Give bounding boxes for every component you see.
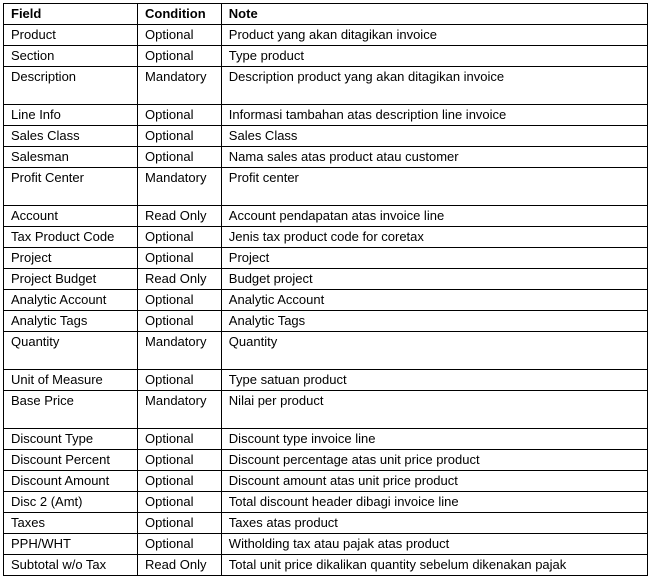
note-cell: Jenis tax product code for coretax	[221, 227, 647, 248]
note-cell: Nama sales atas product atau customer	[221, 147, 647, 168]
header-field: Field	[4, 4, 138, 25]
field-cell: PPH/WHT	[4, 534, 138, 555]
note-cell: Project	[221, 248, 647, 269]
table-row	[4, 290, 648, 311]
table-row	[4, 168, 648, 206]
note-cell: Analytic Tags	[221, 311, 647, 332]
field-cell: Sales Class	[4, 126, 138, 147]
field-cell: Section	[4, 46, 138, 67]
condition-cell: Optional	[138, 290, 222, 311]
table-row	[4, 534, 648, 555]
note-cell: Discount type invoice line	[221, 429, 647, 450]
field-spec-table	[3, 3, 648, 576]
field-cell: Disc 2 (Amt)	[4, 492, 138, 513]
table-row	[4, 513, 648, 534]
note-cell: Informasi tambahan atas description line invoice	[221, 105, 647, 126]
note-cell: Total unit price dikalikan quantity sebelum dikenakan pajak	[221, 555, 647, 576]
condition-cell: Optional	[138, 147, 222, 168]
table-row	[4, 147, 648, 168]
field-cell: Line Info	[4, 105, 138, 126]
condition-cell: Mandatory	[138, 332, 222, 370]
field-cell: Base Price	[4, 391, 138, 429]
table-row	[4, 450, 648, 471]
condition-cell: Optional	[138, 429, 222, 450]
field-cell: Quantity	[4, 332, 138, 370]
note-cell: Profit center	[221, 168, 647, 206]
condition-cell: Optional	[138, 311, 222, 332]
condition-cell: Optional	[138, 46, 222, 67]
table-row	[4, 492, 648, 513]
field-cell: Project Budget	[4, 269, 138, 290]
table-row	[4, 126, 648, 147]
header-condition: Condition	[138, 4, 222, 25]
table-row	[4, 105, 648, 126]
condition-cell: Optional	[138, 105, 222, 126]
field-cell: Analytic Account	[4, 290, 138, 311]
table-row	[4, 471, 648, 492]
condition-cell: Optional	[138, 534, 222, 555]
note-cell: Analytic Account	[221, 290, 647, 311]
field-cell: Discount Amount	[4, 471, 138, 492]
note-cell: Budget project	[221, 269, 647, 290]
condition-cell: Read Only	[138, 269, 222, 290]
condition-cell: Optional	[138, 513, 222, 534]
condition-cell: Optional	[138, 370, 222, 391]
table-row	[4, 248, 648, 269]
table-row	[4, 555, 648, 576]
field-cell: Discount Percent	[4, 450, 138, 471]
header-note: Note	[221, 4, 647, 25]
note-cell: Taxes atas product	[221, 513, 647, 534]
table-row	[4, 25, 648, 46]
condition-cell: Optional	[138, 126, 222, 147]
table-row	[4, 429, 648, 450]
condition-cell: Optional	[138, 25, 222, 46]
note-cell: Description product yang akan ditagikan invoice	[221, 67, 647, 105]
note-cell: Type satuan product	[221, 370, 647, 391]
field-cell: Profit Center	[4, 168, 138, 206]
note-cell: Total discount header dibagi invoice line	[221, 492, 647, 513]
table-row	[4, 269, 648, 290]
field-cell: Subtotal w/o Tax	[4, 555, 138, 576]
condition-cell: Optional	[138, 248, 222, 269]
note-cell: Product yang akan ditagikan invoice	[221, 25, 647, 46]
condition-cell: Optional	[138, 492, 222, 513]
table-row	[4, 46, 648, 67]
condition-cell: Mandatory	[138, 391, 222, 429]
condition-cell: Mandatory	[138, 67, 222, 105]
table-row	[4, 391, 648, 429]
table-row	[4, 311, 648, 332]
note-cell: Discount percentage atas unit price product	[221, 450, 647, 471]
note-cell: Discount amount atas unit price product	[221, 471, 647, 492]
field-cell: Discount Type	[4, 429, 138, 450]
condition-cell: Read Only	[138, 206, 222, 227]
table-row	[4, 370, 648, 391]
note-cell: Witholding tax atau pajak atas product	[221, 534, 647, 555]
note-cell: Quantity	[221, 332, 647, 370]
field-cell: Analytic Tags	[4, 311, 138, 332]
condition-cell: Optional	[138, 450, 222, 471]
condition-cell: Read Only	[138, 555, 222, 576]
field-cell: Project	[4, 248, 138, 269]
field-cell: Unit of Measure	[4, 370, 138, 391]
condition-cell: Mandatory	[138, 168, 222, 206]
table-row	[4, 227, 648, 248]
note-cell: Type product	[221, 46, 647, 67]
table-row	[4, 332, 648, 370]
note-cell: Account pendapatan atas invoice line	[221, 206, 647, 227]
note-cell: Nilai per product	[221, 391, 647, 429]
header-row	[4, 4, 648, 25]
field-cell: Description	[4, 67, 138, 105]
table-row	[4, 206, 648, 227]
condition-cell: Optional	[138, 227, 222, 248]
field-cell: Tax Product Code	[4, 227, 138, 248]
field-cell: Account	[4, 206, 138, 227]
field-cell: Taxes	[4, 513, 138, 534]
table-row	[4, 67, 648, 105]
field-cell: Product	[4, 25, 138, 46]
field-cell: Salesman	[4, 147, 138, 168]
note-cell: Sales Class	[221, 126, 647, 147]
condition-cell: Optional	[138, 471, 222, 492]
